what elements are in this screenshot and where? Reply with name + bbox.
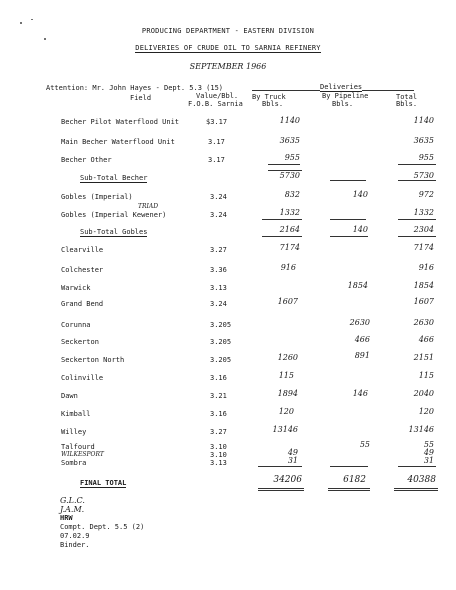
row-value: 3.10 bbox=[210, 451, 227, 459]
attention-line: Attention: Mr. John Hayes - Dept. 5.3 (15) bbox=[46, 84, 224, 92]
row-value: 3.27 bbox=[210, 246, 227, 254]
row-field-becher-pilot: Becher Pilot Waterflood Unit bbox=[61, 118, 180, 126]
total-column-header: Total bbox=[396, 93, 418, 101]
row-total: 3635 bbox=[413, 136, 434, 145]
final-total-total: 40388 bbox=[407, 475, 436, 485]
value-column-subheader: F.O.B. Sarnia bbox=[188, 100, 243, 108]
row-truck: 916 bbox=[280, 263, 296, 272]
deliveries-header: Deliveries bbox=[320, 83, 363, 91]
footer-initials-glc: G.L.C. bbox=[60, 496, 85, 505]
row-total: 916 bbox=[418, 263, 434, 272]
row-pipeline: 146 bbox=[352, 389, 368, 398]
pipeline-column-header: By Pipeline bbox=[322, 92, 369, 100]
row-field-main-becher: Main Becher Waterflood Unit bbox=[61, 138, 175, 146]
footer-initials-jam: J.A.M. bbox=[60, 505, 85, 514]
department-heading: PRODUCING DEPARTMENT - EASTERN DIVISION bbox=[141, 27, 315, 35]
final-total-label: FINAL TOTAL bbox=[80, 479, 127, 487]
row-field-clearville: Clearville bbox=[61, 246, 104, 254]
row-pipeline: 140 bbox=[352, 190, 368, 199]
row-total: 120 bbox=[418, 407, 434, 416]
row-total: 115 bbox=[418, 371, 434, 380]
report-title: DELIVERIES OF CRUDE OIL TO SARNIA REFINERY bbox=[135, 44, 321, 52]
row-value: 3.24 bbox=[210, 300, 227, 308]
row-field-kimball: Kimball bbox=[61, 410, 91, 418]
row-truck: 115 bbox=[278, 371, 294, 380]
row-total: 955 bbox=[418, 153, 434, 162]
footer-code: 07.02.9 bbox=[60, 532, 90, 540]
scan-speck bbox=[31, 19, 33, 20]
row-pipeline: 2630 bbox=[349, 318, 370, 327]
row-value: 3.10 bbox=[210, 443, 227, 451]
row-value: 3.36 bbox=[210, 266, 227, 274]
row-field-gobles-imperial: Gobles (Imperial) bbox=[61, 193, 133, 201]
row-truck: 1140 bbox=[279, 116, 300, 125]
row-value: 3.21 bbox=[210, 392, 227, 400]
row-field-talfourd: Talfourd bbox=[61, 443, 95, 451]
row-value: 3.16 bbox=[210, 410, 227, 418]
row-field-gobles-kewener: Gobles (Imperial Kewener) bbox=[61, 211, 167, 219]
row-total: 49 bbox=[423, 448, 434, 457]
final-total-truck: 34206 bbox=[273, 475, 302, 485]
truck-column-header: By Truck bbox=[252, 93, 286, 101]
row-truck: 5730 bbox=[279, 171, 300, 180]
row-truck: 1260 bbox=[277, 353, 298, 362]
row-field-seckerton: Seckerton bbox=[61, 338, 99, 346]
row-pipeline: 55 bbox=[359, 440, 370, 449]
row-field-colchester: Colchester bbox=[61, 266, 104, 274]
row-value: 3.13 bbox=[210, 459, 227, 467]
scan-speck bbox=[44, 38, 46, 40]
row-field-becher-other: Becher Other bbox=[61, 156, 112, 164]
row-truck: 1607 bbox=[277, 297, 298, 306]
triad-annotation: TRIAD bbox=[138, 203, 159, 210]
row-truck: 49 bbox=[287, 448, 298, 457]
row-total: 7174 bbox=[413, 243, 434, 252]
row-value: 3.13 bbox=[210, 284, 227, 292]
row-truck: 1894 bbox=[277, 389, 298, 398]
row-field-sombra: Sombra bbox=[61, 459, 87, 467]
row-field-warwick: Warwick bbox=[61, 284, 91, 292]
row-value: 3.27 bbox=[210, 428, 227, 436]
row-total: 13146 bbox=[408, 425, 434, 434]
row-truck: 13146 bbox=[272, 425, 298, 434]
row-value: 3.24 bbox=[210, 211, 227, 219]
row-value: 3.205 bbox=[210, 356, 232, 364]
row-total: 5730 bbox=[413, 171, 434, 180]
row-value: 3.24 bbox=[210, 193, 227, 201]
subtotal-becher-label: Sub-Total Becher bbox=[80, 174, 148, 182]
row-total: 1607 bbox=[413, 297, 434, 306]
row-total: 2304 bbox=[413, 225, 434, 234]
row-truck: 832 bbox=[284, 190, 300, 199]
row-total: 55 bbox=[423, 440, 434, 449]
row-field-dawn: Dawn bbox=[61, 392, 78, 400]
row-pipeline: 1854 bbox=[347, 281, 368, 290]
row-field-seckerton-north: Seckerton North bbox=[61, 356, 125, 364]
value-column-header: Value/Bbl. bbox=[196, 92, 239, 100]
row-value: 3.205 bbox=[210, 338, 232, 346]
row-value: 3.16 bbox=[210, 374, 227, 382]
truck-column-subheader: Bbls. bbox=[262, 100, 284, 108]
row-truck: 2164 bbox=[279, 225, 300, 234]
report-month: SEPTEMBER 1966 bbox=[189, 62, 267, 71]
row-field-wilkesport: WILKESPORT bbox=[61, 451, 104, 458]
row-total: 1140 bbox=[413, 116, 434, 125]
row-total: 466 bbox=[418, 335, 434, 344]
field-column-header: Field bbox=[130, 94, 152, 102]
total-column-subheader: Bbls. bbox=[396, 100, 418, 108]
row-pipeline: 140 bbox=[352, 225, 368, 234]
scan-speck bbox=[20, 22, 22, 24]
row-field-willey: Willey bbox=[61, 428, 87, 436]
row-field-corunna: Corunna bbox=[61, 321, 91, 329]
row-truck: 955 bbox=[284, 153, 300, 162]
row-total: 2630 bbox=[413, 318, 434, 327]
row-total: 972 bbox=[418, 190, 434, 199]
row-truck: 7174 bbox=[279, 243, 300, 252]
pipeline-column-subheader: Bbls. bbox=[332, 100, 354, 108]
row-truck: 1332 bbox=[279, 208, 300, 217]
footer-binder: Binder. bbox=[60, 541, 90, 549]
footer-initials-hrw: HRW bbox=[60, 514, 73, 522]
row-value: $3.17 bbox=[206, 118, 228, 126]
row-value: 3.205 bbox=[210, 321, 232, 329]
final-total-pipeline: 6182 bbox=[343, 475, 366, 485]
row-value: 3.17 bbox=[208, 156, 225, 164]
row-truck: 3635 bbox=[279, 136, 300, 145]
row-total: 2040 bbox=[413, 389, 434, 398]
row-truck: 120 bbox=[278, 407, 294, 416]
subtotal-gobles-label: Sub-Total Gobles bbox=[80, 228, 148, 236]
row-value: 3.17 bbox=[208, 138, 225, 146]
row-total: 1854 bbox=[413, 281, 434, 290]
row-total: 31 bbox=[423, 456, 434, 465]
footer-compt-dept: Compt. Dept. 5.5 (2) bbox=[60, 523, 145, 531]
row-total: 2151 bbox=[413, 353, 434, 362]
row-field-grand-bend: Grand Bend bbox=[61, 300, 104, 308]
row-total: 1332 bbox=[413, 208, 434, 217]
row-field-colinville: Colinville bbox=[61, 374, 104, 382]
row-pipeline: 466 bbox=[354, 335, 370, 344]
row-pipeline: 891 bbox=[354, 351, 370, 360]
row-truck: 31 bbox=[287, 456, 298, 465]
